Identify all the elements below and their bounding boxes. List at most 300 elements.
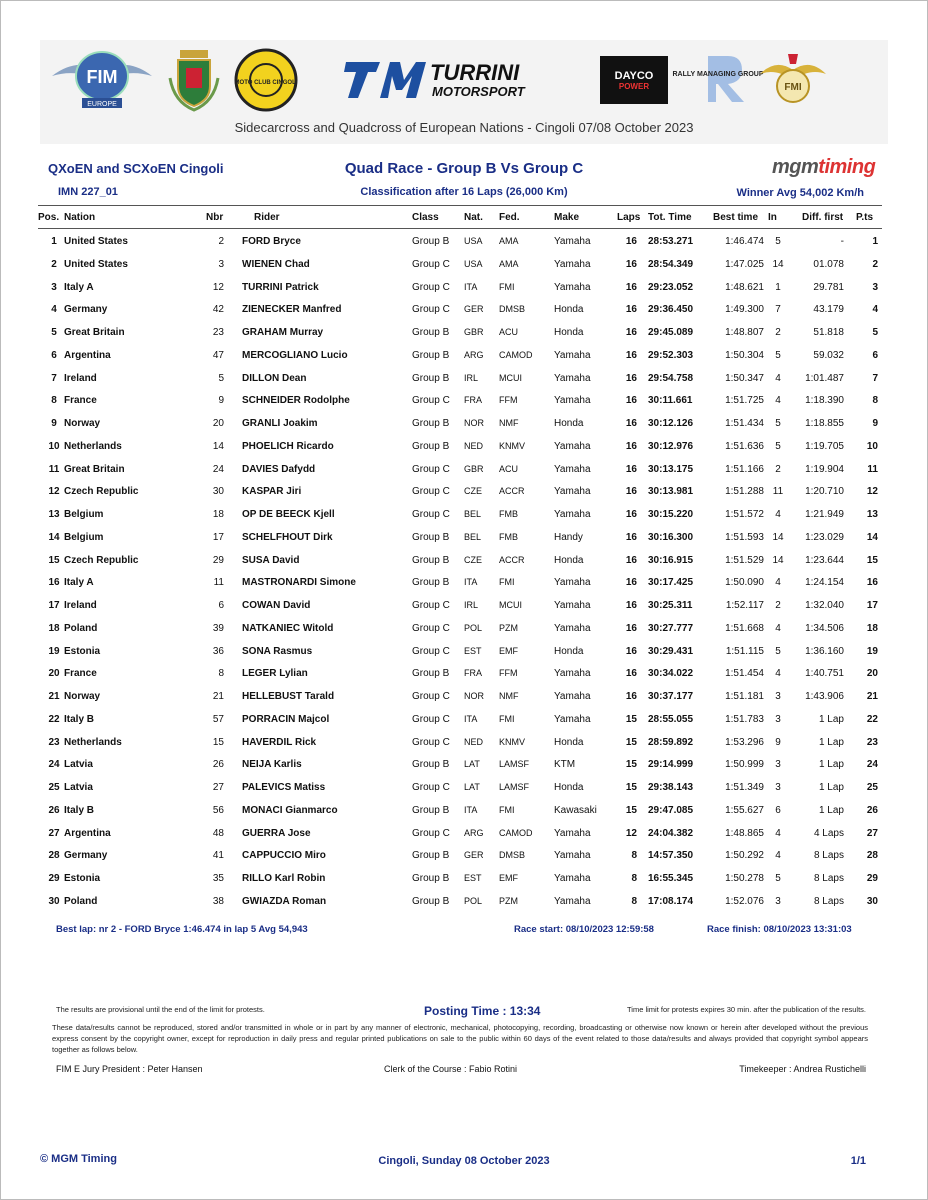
cell-rider: SCHELFHOUT Dirk [242, 531, 333, 543]
cell-laps: 16 [625, 236, 637, 247]
cell-pos: 1 [51, 236, 57, 247]
cell-best-time: 1:48.621 [725, 281, 764, 293]
cell-fed: NMF [499, 418, 519, 428]
cell-best-time: 1:51.349 [725, 782, 764, 793]
cell-diff-first: 1:18.390 [805, 395, 844, 407]
cell-best-lap-in: 5 [775, 418, 781, 429]
cell-total-time: 30:27.777 [648, 622, 694, 634]
cell-number: 24 [212, 463, 224, 475]
cell-best-lap-in: 14 [772, 258, 784, 270]
cell-number: 9 [218, 395, 224, 407]
cell-best-lap-in: 4 [775, 622, 781, 634]
cell-nat: CZE [464, 486, 482, 497]
cell-pos: 19 [48, 645, 60, 657]
cell-make: Yamaha [554, 440, 591, 452]
cell-number: 6 [218, 600, 224, 611]
cell-points: 20 [866, 668, 878, 680]
cell-diff-first: 8 Laps [813, 850, 844, 862]
cell-nat: ITA [464, 281, 478, 292]
cell-nat: GBR [464, 463, 484, 474]
cell-best-time: 1:51.166 [725, 463, 764, 475]
cell-laps: 16 [625, 349, 637, 361]
cell-rider: TURRINI Patrick [242, 281, 319, 293]
cell-best-time: 1:51.593 [725, 531, 764, 543]
cell-make: Yamaha [554, 258, 591, 270]
cell-class: Group C [412, 304, 450, 316]
cell-points: 18 [866, 622, 878, 634]
cell-best-lap-in: 6 [775, 804, 781, 816]
cell-best-lap-in: 4 [775, 850, 781, 862]
cell-rider: MONACI Gianmarco [242, 804, 338, 816]
cell-diff-first: 1:21.949 [805, 509, 844, 520]
cell-total-time: 29:47.085 [648, 804, 694, 816]
cell-best-time: 1:51.454 [725, 668, 764, 680]
cell-points: 7 [872, 372, 878, 384]
cell-nation: Norway [64, 691, 101, 702]
cell-nation: Belgium [64, 531, 104, 543]
cell-total-time: 28:54.349 [648, 258, 694, 270]
cell-rider: LEGER Lylian [242, 668, 308, 680]
cell-number: 27 [212, 782, 224, 793]
cell-fed: ACU [499, 327, 519, 337]
cell-nation: Great Britain [64, 463, 125, 475]
posting-time: Posting Time : 13:34 [424, 1004, 541, 1018]
cell-diff-first: 1:24.154 [805, 577, 844, 589]
cell-number: 30 [212, 486, 224, 498]
header-rule-top [38, 205, 882, 206]
column-header-laps: Laps [617, 212, 641, 223]
cell-make: Yamaha [554, 349, 591, 361]
cell-fed: FFM [499, 668, 518, 679]
page-number: 1/1 [850, 1155, 866, 1167]
cell-nat: FRA [464, 668, 482, 679]
cell-best-lap-in: 11 [772, 486, 784, 498]
cell-laps: 16 [625, 600, 637, 611]
cell-class: Group C [412, 645, 450, 657]
cell-laps: 12 [625, 827, 637, 839]
cell-total-time: 16:55.345 [648, 873, 694, 884]
cell-diff-first: 1:43.906 [805, 691, 844, 702]
cell-class: Group C [412, 600, 450, 611]
cell-laps: 15 [625, 804, 637, 816]
cell-nat: IRL [464, 600, 479, 610]
cell-class: Group B [412, 850, 450, 862]
cell-fed: LAMSF [499, 759, 530, 770]
cell-nation: Germany [64, 304, 108, 316]
cell-diff-first: 29.781 [813, 281, 844, 293]
cell-points: 27 [866, 827, 878, 839]
cell-make: Kawasaki [554, 804, 597, 816]
cell-nation: Argentina [64, 827, 111, 839]
cell-number: 35 [212, 873, 224, 884]
cell-points: 5 [872, 327, 878, 338]
cell-nation: Czech Republic [64, 554, 139, 566]
cell-diff-first: 1:23.644 [805, 554, 844, 566]
cell-best-lap-in: 2 [775, 463, 781, 475]
cell-laps: 16 [625, 577, 637, 589]
cell-nation: Netherlands [64, 440, 122, 452]
cell-nation: France [64, 395, 97, 407]
cell-best-time: 1:50.999 [725, 759, 764, 771]
cell-best-lap-in: 7 [775, 304, 781, 316]
cell-nat: FRA [464, 395, 482, 406]
cell-diff-first: 1 Lap [818, 713, 844, 725]
cell-class: Group C [412, 258, 450, 270]
competition-name: QXoEN and SCXoEN Cingoli [48, 161, 224, 176]
cell-nation: Poland [64, 895, 98, 907]
cell-number: 47 [212, 349, 224, 361]
cell-fed: FMB [499, 531, 518, 542]
cell-make: Yamaha [554, 395, 591, 407]
cell-points: 24 [866, 759, 878, 771]
cell-pos: 27 [48, 827, 60, 839]
cell-best-time: 1:51.783 [725, 713, 764, 725]
cell-class: Group B [412, 418, 450, 429]
cell-nat: POL [464, 895, 483, 906]
cell-class: Group C [412, 622, 450, 634]
cell-number: 15 [212, 736, 224, 748]
cell-total-time: 30:12.126 [648, 418, 694, 429]
cell-best-lap-in: 9 [775, 736, 781, 748]
cell-fed: FMI [499, 281, 515, 292]
cell-rider: WIENEN Chad [242, 258, 310, 270]
cell-nation: Ireland [64, 372, 97, 384]
cell-best-lap-in: 5 [775, 236, 781, 247]
cell-total-time: 30:13.981 [648, 486, 694, 498]
cell-laps: 16 [625, 668, 637, 680]
cell-points: 30 [866, 895, 878, 907]
cell-nat: GER [464, 304, 484, 315]
cell-laps: 16 [625, 622, 637, 634]
cell-class: Group B [412, 804, 450, 816]
cell-nat: GER [464, 850, 484, 861]
cell-diff-first: 4 Laps [813, 827, 844, 839]
cell-fed: DMSB [499, 850, 526, 861]
cell-class: Group C [412, 827, 450, 839]
cell-nat: LAT [464, 759, 480, 770]
column-header-rider: Rider [254, 212, 280, 223]
cell-laps: 16 [625, 509, 637, 520]
cell-total-time: 24:04.382 [648, 827, 694, 839]
cell-pos: 7 [51, 372, 57, 384]
cell-rider: GWIAZDA Roman [242, 895, 327, 907]
column-header-best-time: Best time [713, 212, 759, 223]
cell-best-lap-in: 5 [775, 349, 781, 361]
cell-fed: CAMOD [499, 827, 533, 838]
cell-fed: ACCR [499, 486, 525, 497]
cell-fed: PZM [499, 622, 518, 633]
cell-fed: CAMOD [499, 349, 533, 360]
cell-diff-first: 1:20.710 [805, 486, 844, 498]
cell-best-time: 1:52.117 [725, 600, 764, 611]
column-header-best-lap-in: In [768, 212, 777, 223]
cell-laps: 16 [625, 418, 637, 429]
clerk-of-course: Clerk of the Course : Fabio Rotini [384, 1064, 518, 1074]
cell-fed: LAMSF [499, 782, 530, 792]
rally-logo-text: RALLY MANAGING GROUP [672, 71, 764, 78]
cell-class: Group C [412, 691, 450, 702]
cell-pos: 4 [51, 304, 57, 316]
cell-best-lap-in: 2 [775, 327, 781, 338]
cell-total-time: 30:16.300 [648, 531, 694, 543]
cell-total-time: 28:55.055 [648, 713, 694, 725]
cell-best-lap-in: 4 [775, 827, 781, 839]
cell-total-time: 30:29.431 [648, 645, 694, 657]
mgm-timing-logo [772, 156, 875, 179]
cell-number: 23 [212, 327, 224, 338]
column-header-make: Make [554, 212, 580, 223]
cell-diff-first: 43.179 [813, 304, 844, 316]
cell-rider: FORD Bryce [242, 236, 301, 247]
cell-diff-first: - [840, 236, 844, 247]
copyright-legal-text: These data/results cannot be reproduced, stored and/or transmitted in whole or in part by any manner of electronic, mechanical, photocopying, recording, broadcasting or otherwise now known or herein after developed without the previous express consent by the copyright owner, except for reproduction in daily press and regular printed publications on sale to the public within 60 days of the event related to those data/results and always provided that copyright symbol appears together as follows below. [52, 1023, 868, 1054]
cell-diff-first: 1:18.855 [805, 418, 844, 429]
cell-fed: ACCR [499, 554, 525, 565]
cell-rider: PORRACIN Majcol [242, 713, 330, 725]
cell-diff-first: 1 Lap [818, 759, 844, 771]
cell-number: 8 [218, 668, 224, 680]
cell-class: Group C [412, 713, 450, 725]
cell-make: Honda [554, 418, 584, 429]
cell-total-time: 30:11.661 [648, 395, 693, 407]
cell-points: 23 [866, 736, 878, 748]
cell-class: Group B [412, 554, 450, 566]
column-header-diff-first: Diff. first [802, 212, 844, 223]
cell-nation: Ireland [64, 600, 97, 611]
fim-europe-logo [48, 46, 156, 110]
cell-nat: ITA [464, 577, 478, 588]
cell-pos: 3 [51, 281, 57, 293]
cell-fed: ACU [499, 463, 519, 474]
cell-rider: MERCOGLIANO Lucio [242, 349, 348, 361]
column-header-nation: Nation [64, 212, 96, 223]
cell-points: 13 [866, 509, 878, 520]
cell-points: 14 [866, 531, 878, 543]
cell-total-time: 30:34.022 [648, 668, 694, 680]
cell-best-time: 1:51.181 [725, 691, 764, 702]
cell-number: 57 [212, 713, 224, 725]
cell-laps: 16 [625, 645, 637, 657]
cell-total-time: 29:14.999 [648, 759, 694, 771]
cell-make: Yamaha [554, 827, 591, 839]
cell-pos: 5 [51, 327, 57, 338]
cell-diff-first: 01.078 [813, 258, 844, 270]
cell-pos: 24 [48, 759, 60, 771]
best-lap-summary: Best lap: nr 2 - FORD Bryce 1:46.474 in lap 5 Avg 54,943 [56, 924, 308, 935]
cell-pos: 29 [48, 873, 60, 884]
cell-number: 18 [212, 509, 224, 520]
cell-rider: HAVERDIL Rick [242, 736, 317, 748]
cell-best-lap-in: 5 [775, 873, 781, 884]
cell-class: Group B [412, 873, 450, 884]
cell-points: 15 [866, 554, 878, 566]
cell-diff-first: 1 Lap [818, 736, 844, 748]
cell-fed: MCUI [499, 600, 522, 610]
cell-total-time: 30:17.425 [648, 577, 694, 589]
cell-class: Group C [412, 509, 450, 520]
cell-best-time: 1:49.300 [725, 304, 764, 316]
cell-pos: 26 [48, 804, 60, 816]
cell-nat: EST [464, 645, 482, 656]
cell-total-time: 30:12.976 [648, 440, 694, 452]
cell-laps: 16 [625, 304, 637, 316]
cell-class: Group B [412, 372, 450, 384]
cell-make: Handy [554, 531, 583, 543]
cell-rider: HELLEBUST Tarald [242, 691, 335, 702]
cell-total-time: 29:36.450 [648, 304, 694, 316]
cell-laps: 15 [625, 713, 637, 725]
cell-rider: GRAHAM Murray [242, 327, 324, 338]
cell-make: Yamaha [554, 668, 591, 680]
cell-nation: Italy A [64, 577, 94, 589]
cell-diff-first: 1:34.506 [805, 622, 844, 634]
cell-total-time: 28:53.271 [648, 236, 694, 247]
cell-diff-first: 1:19.705 [805, 440, 844, 452]
cell-make: Honda [554, 645, 584, 657]
dayco-logo-subtext: POWER [618, 82, 650, 91]
race-finish-time: Race finish: 08/10/2023 13:31:03 [707, 924, 852, 935]
fmi-logo-text: FMI [784, 82, 802, 93]
column-header-fed: Fed. [499, 212, 520, 223]
cell-rider: KASPAR Jiri [242, 486, 302, 498]
cell-diff-first: 8 Laps [813, 873, 844, 884]
competition-code: IMN 227_01 [58, 186, 118, 198]
cell-best-time: 1:51.725 [725, 395, 764, 407]
cell-best-time: 1:51.636 [725, 440, 764, 452]
cell-total-time: 29:38.143 [648, 782, 694, 793]
cell-number: 39 [212, 622, 224, 634]
cell-rider: NATKANIEC Witold [242, 622, 334, 634]
cell-laps: 16 [625, 258, 637, 270]
cell-pos: 18 [48, 622, 60, 634]
cell-best-lap-in: 3 [775, 782, 781, 793]
cell-total-time: 29:54.758 [648, 372, 694, 384]
cell-pos: 20 [48, 668, 60, 680]
cell-total-time: 29:52.303 [648, 349, 694, 361]
cell-rider: OP DE BEECK Kjell [242, 509, 335, 520]
mgm-logo-part-b: timing [818, 156, 876, 178]
cell-best-lap-in: 5 [775, 645, 781, 657]
cell-class: Group B [412, 236, 450, 247]
cell-fed: KNMV [499, 440, 526, 451]
cell-pos: 25 [48, 782, 60, 793]
cell-total-time: 30:25.311 [648, 600, 693, 611]
column-header-class: Class [412, 212, 439, 223]
cell-best-lap-in: 14 [772, 554, 784, 566]
cell-rider: SCHNEIDER Rodolphe [242, 395, 350, 407]
cell-diff-first: 51.818 [813, 327, 844, 338]
cell-nat: USA [464, 236, 483, 246]
cell-best-time: 1:55.627 [725, 804, 764, 816]
cell-total-time: 14:57.350 [648, 850, 694, 862]
copyright-mgm: © MGM Timing [40, 1153, 117, 1165]
cell-fed: KNMV [499, 736, 526, 747]
cell-best-time: 1:51.529 [725, 554, 764, 566]
cell-points: 26 [866, 804, 878, 816]
cell-nation: Italy A [64, 281, 94, 293]
mgm-logo-part-a: mgm [772, 156, 819, 178]
cell-number: 26 [212, 759, 224, 771]
cell-number: 21 [212, 691, 224, 702]
cell-laps: 16 [625, 440, 637, 452]
cell-make: Yamaha [554, 895, 591, 907]
cell-nat: CZE [464, 554, 482, 565]
cell-number: 29 [212, 554, 224, 566]
column-header-nat: Nat. [464, 212, 483, 223]
cell-rider: SONA Rasmus [242, 645, 313, 657]
cell-rider: NEIJA Karlis [242, 759, 302, 771]
cell-best-time: 1:47.025 [725, 258, 764, 270]
cell-laps: 16 [625, 327, 637, 338]
cell-rider: CAPPUCCIO Miro [242, 850, 326, 862]
cell-nation: Poland [64, 622, 98, 634]
turrini-motorsport-logo [344, 58, 532, 102]
cell-pos: 11 [48, 463, 60, 475]
rally-managing-group-logo [672, 52, 764, 104]
column-header-points: P.ts [856, 212, 874, 223]
cell-class: Group B [412, 668, 450, 680]
cell-fed: FMI [499, 804, 515, 815]
column-header-number: Nbr [206, 212, 224, 223]
cell-make: Honda [554, 327, 584, 338]
cell-diff-first: 1:01.487 [805, 372, 844, 384]
cell-diff-first: 1:32.040 [805, 600, 844, 611]
cell-points: 17 [866, 600, 878, 611]
cell-make: Yamaha [554, 850, 591, 862]
cell-total-time: 29:45.089 [648, 327, 694, 338]
cell-points: 4 [872, 304, 878, 316]
cell-class: Group C [412, 486, 450, 498]
cell-pos: 17 [48, 600, 60, 611]
cell-fed: AMA [499, 236, 519, 246]
cell-best-time: 1:48.807 [725, 327, 764, 338]
cell-fed: FMI [499, 713, 515, 724]
cell-laps: 16 [625, 691, 637, 702]
cell-pos: 21 [48, 691, 60, 702]
cell-pos: 28 [48, 850, 60, 862]
cell-nat: NOR [464, 418, 484, 428]
cell-rider: PALEVICS Matiss [242, 782, 326, 793]
cell-best-time: 1:51.572 [725, 509, 764, 520]
cell-nation: Estonia [64, 645, 101, 657]
cell-nat: BEL [464, 509, 482, 519]
cell-fed: AMA [499, 258, 519, 269]
cell-make: Honda [554, 304, 584, 316]
cingoli-crest-logo [168, 48, 220, 112]
cell-diff-first: 1 Lap [818, 782, 844, 793]
cell-class: Group C [412, 395, 450, 407]
cell-nation: Latvia [64, 782, 93, 793]
cell-nat: USA [464, 258, 483, 269]
cell-points: 25 [866, 782, 878, 793]
cell-laps: 8 [631, 873, 637, 884]
cell-fed: PZM [499, 895, 518, 906]
cell-nation: France [64, 668, 97, 680]
cell-laps: 16 [625, 486, 637, 498]
cell-diff-first: 59.032 [813, 349, 844, 361]
cell-diff-first: 1 Lap [818, 804, 844, 816]
cell-fed: EMF [499, 645, 518, 656]
cell-class: Group B [412, 895, 450, 907]
cell-rider: GUERRA Jose [242, 827, 311, 839]
cell-laps: 16 [625, 531, 637, 543]
cell-best-time: 1:50.292 [725, 850, 764, 862]
header-rule-bottom [38, 228, 882, 229]
cell-total-time: 28:59.892 [648, 736, 694, 748]
cell-rider: DILLON Dean [242, 372, 307, 384]
cell-nation: Italy B [64, 713, 95, 725]
cell-points: 16 [866, 577, 878, 589]
